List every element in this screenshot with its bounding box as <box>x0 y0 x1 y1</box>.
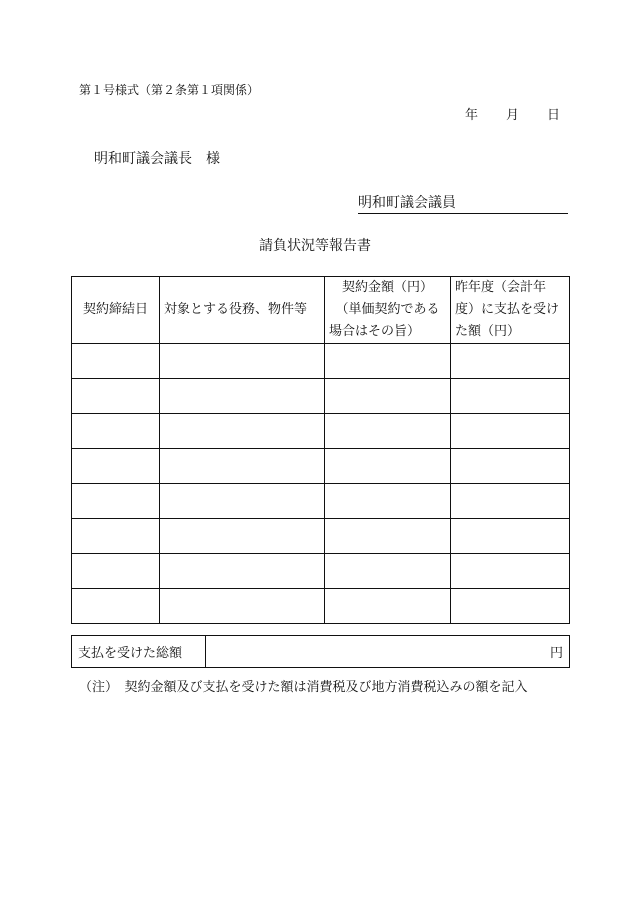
header-line: 昨年度（会計年 <box>455 280 547 295</box>
prior-year-paid-cell[interactable] <box>451 449 570 484</box>
table-row <box>72 344 570 379</box>
contract-amount-cell[interactable] <box>325 554 451 589</box>
date-line <box>465 104 560 123</box>
table-body <box>72 344 570 624</box>
subject-cell[interactable] <box>160 484 325 519</box>
date-day-field[interactable]: 日 <box>547 108 561 123</box>
date-month-field[interactable]: 月 <box>506 108 520 123</box>
reporter-signature-line[interactable] <box>358 192 568 214</box>
prior-year-paid-cell[interactable] <box>451 554 570 589</box>
contract-date-cell[interactable] <box>72 449 160 484</box>
table-row <box>72 519 570 554</box>
prior-year-paid-cell[interactable] <box>451 344 570 379</box>
contract-date-cell[interactable] <box>72 414 160 449</box>
total-table <box>71 635 570 668</box>
contract-amount-cell[interactable] <box>325 589 451 624</box>
col-contract-date-header <box>72 277 160 344</box>
prior-year-paid-cell[interactable] <box>451 484 570 519</box>
subject-cell[interactable] <box>160 449 325 484</box>
header-line: 契約締結日 <box>82 302 148 317</box>
header-line: た額（円） <box>455 324 521 339</box>
subject-cell[interactable] <box>160 519 325 554</box>
addressee: 明和町議会議長 様 <box>94 151 220 167</box>
header-line: 場合はその旨） <box>329 324 421 339</box>
contract-date-cell[interactable] <box>72 589 160 624</box>
reporter-label: 明和町議会議員 <box>358 195 456 211</box>
table-header-row <box>72 277 570 344</box>
table-row <box>72 484 570 519</box>
col-contract-amount-header <box>325 277 451 344</box>
form-number: 第１号様式（第２条第１項関係） <box>79 83 260 97</box>
contract-amount-cell[interactable] <box>325 449 451 484</box>
contract-date-cell[interactable] <box>72 484 160 519</box>
col-subject-header <box>160 277 325 344</box>
total-row <box>72 636 570 668</box>
table-row <box>72 589 570 624</box>
document-title: 請負状況等報告書 <box>259 238 371 254</box>
col-prior-year-paid-header <box>451 277 570 344</box>
contract-amount-cell[interactable] <box>325 414 451 449</box>
subject-cell[interactable] <box>160 554 325 589</box>
contract-report-table <box>71 276 570 624</box>
total-label: 支払を受けた総額 <box>72 636 206 668</box>
contract-date-cell[interactable] <box>72 519 160 554</box>
contract-date-cell[interactable] <box>72 344 160 379</box>
contract-date-cell[interactable] <box>72 379 160 414</box>
contract-amount-cell[interactable] <box>325 484 451 519</box>
contract-date-cell[interactable] <box>72 554 160 589</box>
header-line: 度）に支払を受け <box>455 302 560 317</box>
contract-amount-cell[interactable] <box>325 379 451 414</box>
prior-year-paid-cell[interactable] <box>451 519 570 554</box>
header-line: 対象とする役務、物件等 <box>164 302 308 317</box>
prior-year-paid-cell[interactable] <box>451 589 570 624</box>
date-year-field[interactable]: 年 <box>465 108 479 123</box>
table-row <box>72 379 570 414</box>
footnote: （注） 契約金額及び支払を受けた額は消費税及び地方消費税込みの額を記入 <box>79 680 528 695</box>
subject-cell[interactable] <box>160 414 325 449</box>
header-line: （単価契約である <box>335 302 440 317</box>
prior-year-paid-cell[interactable] <box>451 414 570 449</box>
contract-amount-cell[interactable] <box>325 344 451 379</box>
prior-year-paid-cell[interactable] <box>451 379 570 414</box>
subject-cell[interactable] <box>160 379 325 414</box>
contract-amount-cell[interactable] <box>325 519 451 554</box>
table-row <box>72 554 570 589</box>
total-amount-field[interactable] <box>206 636 570 668</box>
subject-cell[interactable] <box>160 344 325 379</box>
total-unit: 円 <box>549 646 563 661</box>
header-line: 契約金額（円） <box>341 280 433 295</box>
table-row <box>72 414 570 449</box>
subject-cell[interactable] <box>160 589 325 624</box>
table-row <box>72 449 570 484</box>
